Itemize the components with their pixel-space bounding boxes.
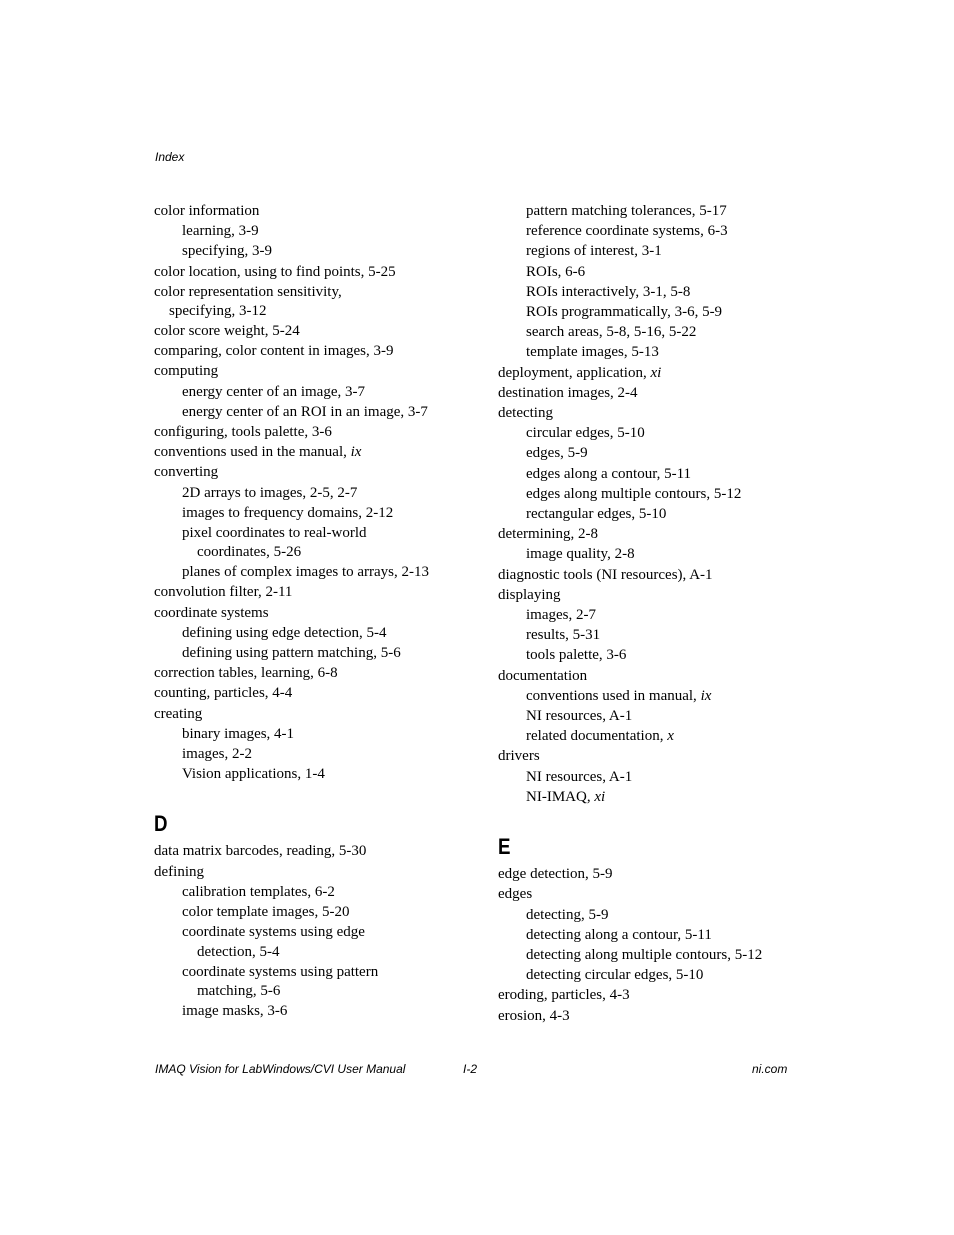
entry-text: rectangular edges, 5-10 bbox=[526, 506, 667, 523]
entry-text: detecting along a contour, 5-11 bbox=[526, 926, 712, 943]
index-entry bbox=[498, 1006, 828, 1026]
entry-text: conventions used in the manual, bbox=[154, 444, 351, 461]
index-subentry bbox=[498, 726, 828, 746]
entry-text: color score weight, 5-24 bbox=[154, 323, 300, 340]
entry-text: detecting along multiple contours, 5-12 bbox=[526, 946, 763, 963]
index-column-right bbox=[498, 201, 828, 1026]
index-entry bbox=[154, 282, 484, 321]
entry-text: binary images, 4-1 bbox=[182, 725, 295, 742]
entry-text: images to frequency domains, 2-12 bbox=[182, 504, 394, 521]
index-subentry bbox=[498, 484, 828, 504]
entry-text: regions of interest, 3-1 bbox=[526, 243, 662, 260]
index-subentry bbox=[154, 402, 484, 422]
entry-text: reference coordinate systems, 6-3 bbox=[526, 223, 728, 240]
index-entry bbox=[498, 585, 828, 605]
index-entry bbox=[154, 841, 484, 861]
entry-page-ref-roman: xi bbox=[594, 788, 606, 805]
entry-text: learning, 3-9 bbox=[182, 223, 259, 240]
index-subentry bbox=[498, 443, 828, 463]
entry-text: edges bbox=[498, 886, 533, 903]
entry-text: NI resources, A-1 bbox=[526, 708, 633, 725]
index-entry bbox=[498, 884, 828, 904]
entry-text: defining using edge detection, 5-4 bbox=[182, 624, 387, 641]
entry-text: ROIs programmatically, 3-6, 5-9 bbox=[526, 304, 723, 321]
index-subentry bbox=[154, 241, 484, 261]
entry-text: tools palette, 3-6 bbox=[526, 647, 627, 664]
running-header: Index bbox=[155, 150, 185, 164]
index-subentry bbox=[154, 882, 484, 902]
entry-text: template images, 5-13 bbox=[526, 344, 659, 361]
index-entry bbox=[154, 683, 484, 703]
entry-text: images, 2-7 bbox=[526, 607, 596, 624]
index-entry bbox=[498, 565, 828, 585]
index-entry bbox=[498, 864, 828, 884]
entry-text: planes of complex images to arrays, 2-13 bbox=[182, 564, 430, 581]
entry-text: coordinate systems using pattern bbox=[182, 963, 379, 980]
entry-text: eroding, particles, 4-3 bbox=[498, 987, 630, 1004]
entry-text: related documentation, bbox=[526, 728, 668, 745]
entry-text: converting bbox=[154, 464, 219, 481]
index-subentry bbox=[498, 686, 828, 706]
entry-text: edges, 5-9 bbox=[526, 445, 588, 462]
index-subentry bbox=[154, 523, 484, 562]
entry-text: determining, 2-8 bbox=[498, 526, 598, 543]
entry-text: calibration templates, 6-2 bbox=[182, 883, 335, 900]
index-subentry bbox=[498, 262, 828, 282]
index-subentry bbox=[154, 623, 484, 643]
footer-manual-title: IMAQ Vision for LabWindows/CVI User Manual bbox=[155, 1062, 406, 1076]
index-entry bbox=[498, 363, 828, 383]
index-entry bbox=[154, 201, 484, 221]
index-entry bbox=[154, 582, 484, 602]
index-subentry bbox=[498, 342, 828, 362]
index-subentry bbox=[498, 925, 828, 945]
entry-text: specifying, 3-9 bbox=[182, 243, 272, 260]
entry-text: color representation sensitivity, bbox=[154, 283, 342, 300]
entry-text: edge detection, 5-9 bbox=[498, 866, 613, 883]
index-subentry bbox=[498, 905, 828, 925]
index-subentry bbox=[498, 221, 828, 241]
entry-text: images, 2-2 bbox=[182, 746, 252, 763]
index-column-left bbox=[154, 201, 484, 1021]
index-subentry bbox=[154, 922, 484, 961]
index-entry bbox=[498, 985, 828, 1005]
index-subentry bbox=[498, 544, 828, 564]
index-subentry bbox=[498, 965, 828, 985]
entry-text: defining bbox=[154, 863, 204, 880]
entry-text: coordinate systems using edge bbox=[182, 924, 365, 941]
entry-text: results, 5-31 bbox=[526, 627, 601, 644]
entry-text: ROIs interactively, 3-1, 5-8 bbox=[526, 283, 691, 300]
entry-text: pattern matching tolerances, 5-17 bbox=[526, 203, 727, 219]
index-subentry bbox=[154, 221, 484, 241]
index-entry bbox=[154, 361, 484, 381]
entry-text: displaying bbox=[498, 586, 561, 603]
entry-text: edges along a contour, 5-11 bbox=[526, 465, 692, 482]
footer-page-number: I-2 bbox=[463, 1062, 478, 1076]
entry-text: image masks, 3-6 bbox=[182, 1002, 288, 1019]
index-entry bbox=[498, 403, 828, 423]
index-subentry bbox=[498, 302, 828, 322]
entry-text: 2D arrays to images, 2-5, 2-7 bbox=[182, 484, 358, 501]
entry-text: conventions used in manual, bbox=[526, 687, 701, 704]
entry-continuation: matching, 5-6 bbox=[197, 982, 281, 999]
index-entry bbox=[154, 422, 484, 442]
entry-text: destination images, 2-4 bbox=[498, 384, 638, 401]
entry-page-ref-roman: xi bbox=[650, 364, 662, 381]
index-subentry bbox=[498, 605, 828, 625]
entry-text: drivers bbox=[498, 748, 540, 765]
entry-text: energy center of an image, 3-7 bbox=[182, 383, 365, 400]
entry-text: color location, using to find points, 5-25 bbox=[154, 263, 396, 280]
index-subentry bbox=[154, 902, 484, 922]
index-subentry bbox=[498, 322, 828, 342]
entry-text: convolution filter, 2-11 bbox=[154, 584, 293, 601]
entry-continuation: coordinates, 5-26 bbox=[197, 544, 302, 561]
index-subentry bbox=[154, 1001, 484, 1021]
entry-text: search areas, 5-8, 5-16, 5-22 bbox=[526, 324, 697, 341]
index-subentry bbox=[154, 643, 484, 663]
entry-text: data matrix barcodes, reading, 5-30 bbox=[154, 843, 367, 860]
entry-text: configuring, tools palette, 3-6 bbox=[154, 424, 332, 441]
index-entry bbox=[498, 383, 828, 403]
index-entry bbox=[498, 746, 828, 766]
entry-continuation: detection, 5-4 bbox=[197, 943, 280, 960]
entry-text: computing bbox=[154, 363, 219, 380]
index-entry bbox=[154, 862, 484, 882]
entry-text: detecting bbox=[498, 405, 553, 422]
index-entry bbox=[154, 603, 484, 623]
index-subentry bbox=[498, 706, 828, 726]
entry-text: detecting, 5-9 bbox=[526, 906, 609, 923]
index-entry bbox=[498, 666, 828, 686]
index-subentry bbox=[498, 282, 828, 302]
index-subentry bbox=[498, 201, 828, 221]
index-subentry bbox=[498, 464, 828, 484]
index-entry bbox=[154, 262, 484, 282]
entry-text: edges along multiple contours, 5-12 bbox=[526, 485, 742, 502]
index-subentry bbox=[154, 503, 484, 523]
index-entry bbox=[154, 321, 484, 341]
index-subentry bbox=[498, 423, 828, 443]
entry-text: circular edges, 5-10 bbox=[526, 425, 645, 442]
entry-text: defining using pattern matching, 5-6 bbox=[182, 645, 401, 662]
entry-text: image quality, 2-8 bbox=[526, 546, 635, 563]
entry-text: deployment, application, bbox=[498, 364, 651, 381]
index-subentry bbox=[154, 562, 484, 582]
entry-text: pixel coordinates to real-world bbox=[182, 525, 367, 542]
entry-text: Vision applications, 1-4 bbox=[182, 766, 325, 783]
entry-page-ref-roman: ix bbox=[700, 687, 712, 704]
entry-text: coordinate systems bbox=[154, 604, 269, 621]
index-subentry bbox=[498, 787, 828, 807]
index-entry bbox=[154, 462, 484, 482]
index-subentry bbox=[154, 724, 484, 744]
entry-page-ref-roman: x bbox=[667, 728, 674, 745]
index-entry bbox=[154, 704, 484, 724]
index-subentry bbox=[498, 241, 828, 261]
entry-text: color template images, 5-20 bbox=[182, 904, 350, 921]
index-subentry bbox=[498, 645, 828, 665]
index-section-letter: E bbox=[498, 834, 511, 860]
index-subentry bbox=[154, 744, 484, 764]
entry-text: NI resources, A-1 bbox=[526, 768, 633, 785]
index-subentry bbox=[498, 945, 828, 965]
entry-page-ref-roman: ix bbox=[350, 444, 362, 461]
entry-text: comparing, color content in images, 3-9 bbox=[154, 343, 394, 360]
index-subentry bbox=[154, 382, 484, 402]
index-subentry bbox=[498, 625, 828, 645]
entry-text: color information bbox=[154, 203, 260, 219]
index-subentry bbox=[154, 962, 484, 1001]
entry-text: documentation bbox=[498, 667, 588, 684]
entry-text: creating bbox=[154, 705, 203, 722]
footer-site: ni.com bbox=[752, 1062, 788, 1076]
index-subentry bbox=[154, 483, 484, 503]
index-entry bbox=[154, 442, 484, 462]
entry-continuation: specifying, 3-12 bbox=[169, 303, 267, 320]
index-subentry bbox=[498, 504, 828, 524]
index-section-letter: D bbox=[154, 811, 168, 837]
entry-text: diagnostic tools (NI resources), A-1 bbox=[498, 566, 713, 583]
entry-text: energy center of an ROI in an image, 3-7 bbox=[182, 403, 428, 420]
entry-text: detecting circular edges, 5-10 bbox=[526, 967, 704, 984]
index-entry bbox=[154, 663, 484, 683]
entry-text: erosion, 4-3 bbox=[498, 1007, 570, 1024]
index-subentry bbox=[498, 767, 828, 787]
index-entry bbox=[154, 341, 484, 361]
index-entry bbox=[498, 524, 828, 544]
entry-text: ROIs, 6-6 bbox=[526, 263, 586, 280]
entry-text: counting, particles, 4-4 bbox=[154, 685, 293, 702]
entry-text: NI-IMAQ, bbox=[526, 788, 595, 805]
entry-text: correction tables, learning, 6-8 bbox=[154, 665, 338, 682]
index-subentry bbox=[154, 764, 484, 784]
